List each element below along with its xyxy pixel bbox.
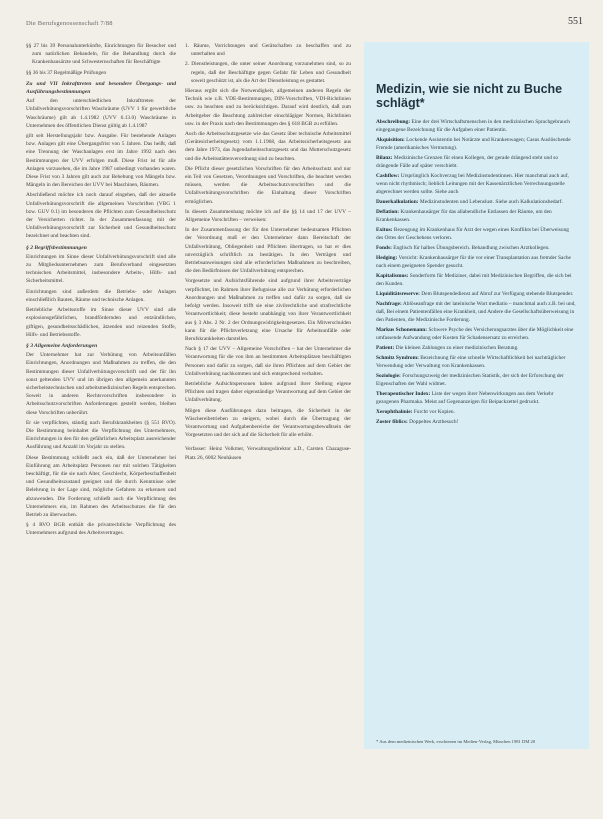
paragraph: Betriebliche Arbeitsstoffe im Sinne dieser UVV sind alle explosionsgefährlichen, brandfördernden und entzündlichen, giftigen, gesundheitsschädlichen, ätzenden und reizenden Stoffe, Hilfs- und Betriebsstoffe. [26, 307, 176, 338]
glossary-term: Bilanz: [376, 155, 393, 161]
glossary-term: Hedging: [376, 255, 398, 261]
glossary-definition: Vorsicht: Krankenhausärger für die vor einer Transplantation aus fremder Sache nach einem geeigneten Spender gesucht. [376, 255, 571, 269]
glossary-entry [376, 172, 577, 196]
glossary-entry [376, 390, 577, 406]
glossary-entry [376, 272, 577, 288]
glossary-term: Abschreibung: [376, 119, 411, 125]
journal-title: Die Berufsgenossenschaft 7/88 [26, 20, 113, 27]
paragraph: Betriebliche Aufsichtspersonen haben aufgrund ihrer Stellung eigene Pflichten und tragen daher eigenständige Verantwortung auf dem Gebiet der Unfallverhütung. [185, 380, 351, 404]
paragraph: Der Unternehmer hat zur Verhütung von Arbeitsunfällen Einrichtungen, Anordnungen und Maßnahmen zu treffen, die den Bestimmungen dieser Unfallverhütungsvorschrift und der für ihn sonst geltenden UVV und im übrigen den allgemein anerkannten sicherheitstechnischen und arbeitsmedizinischen Regeln entsprechen. Soweit in anderen Rechtsvorschriften insbesondere in Arbeitsschutzvorschriften Anforderungen gestellt werden, bleiben diese Vorschriften unberührt. [26, 352, 176, 416]
glossary-definition: Dem Blutspendedienst auf Abruf zur Verfügung stehende Blutspender. [421, 291, 574, 297]
glossary-term: Fonds: [376, 245, 392, 251]
glossary-entry [376, 290, 577, 298]
glossary-term: Nachfrage: [376, 301, 402, 307]
glossary-term: Xerophthalmie: [376, 409, 413, 415]
paragraph: gilt seit Herstellungsjahr bzw. Ausgabe. Für bestehende Anlagen bzw. Anlagen gilt eine Übergangsfrist von 5 Jahren. Das heißt, daß eine Trennung der Waschanlagen erst im Jahre 1992 nach den Bestimmungen der UVV erfolgen muß. Diese Frist ist für alle Anlagen vorzusehen, die im Jahre 1987 unbedingt vorhanden waren. Diese Frist von 3 Jahren gilt auch zur Behebung von Mängeln bzw. Mängeln in den Bereichen der UVV bei Maschinen, Räumen. [26, 133, 176, 189]
section-heading: § 3 Allgemeine Anforderungen [26, 342, 98, 349]
page-header [26, 16, 583, 30]
paragraph: Diese Bestimmung schließt auch ein, daß der Unternehmer bei Einführung am Arbeitsplatz Personen nur mit solchen Tätigkeiten beschäftigt, für die sie nach Alter, Geschlecht, Körperbeschaffenheit und Gesundheitszustand geeignet und die durch Kenntnisse oder Belehrung in der Lage sind, mögliche Gefahren zu erkennen und abzuwenden. Die Forderung schließt auch die Verpflichtung des Unternehmers ein, im Rahmen des Arbeitsschutzes die für den Betrieb zu überwachen. [26, 454, 176, 518]
page-number: 551 [568, 16, 583, 27]
glossary-definition: Lockende Assistentin bei Notärzte und Krankenwagen; Casus Auslöschende Fremde (amerikanisches Vermutung). [376, 137, 571, 151]
glossary-term: Soziologie: [376, 373, 401, 379]
glossary-definition: Eine der drei Wirtschaftsmenschen in den medizinischen Sprachgebrauch eingegangene Bezeichnung für die Aufgaben einer Patientin. [376, 119, 570, 133]
glossary-term: Dauerkalkulation: [376, 199, 419, 205]
paragraph: Hieraus ergibt sich die Notwendigkeit, allgemeinen anderen Regeln der Technik wie z.B. VDE-Bestimmungen, DIN-Vorschriften, VDI-Richtlinien usw. zu beachten und zu berücksichtigen. Darauf wird deutlich, daß zum Arbeitgeber die Beachtung zahlreicher einschlägiger Normen, Richtlinien usw. in der Praxis nach den Bestimmungen des § 618 BGB zu erfüllen. [185, 88, 351, 127]
glossary-entry [376, 118, 577, 134]
glossary-list [364, 116, 589, 426]
paragraph: Abschließend möchte ich noch darauf eingehen, daß der aktuelle Unfallverhütungsvorschrift die allgemeinen Vorschriften (VBG 1 bzw. GUV 0.1) im besonderen die Pflichten zum Gesundheitsschutz der Versicherten richtet. In der Zusammenfassung mit der Unfallverhütungsvorschrift zur Sicherheit und Gesundheitsschutz bezeichnet und beachten sind. [26, 192, 176, 240]
sidebar-title: Medizin, wie sie nicht zu Buche schlägt* [376, 82, 563, 110]
glossary-entry [376, 226, 577, 242]
text-column-2 [185, 42, 351, 797]
glossary-entry [376, 344, 577, 352]
glossary-term: Kapitalismus: [376, 273, 409, 279]
paragraph: Die Pflicht dieser gesetzlichen Vorschriften für den Arbeitsschutz und nur ein Teil von Gesetzen, Verordnungen und Vorschriften, die beachtet werden müssen, werden die Arbeitsschutzvorschriften und die Unfallverhütungsvorschriften die Einhaltung dieser Vorschriften ermöglichen. [185, 165, 351, 205]
glossary-term: Exitus: [376, 227, 393, 233]
glossary-entry [376, 418, 577, 426]
author-note: Verfasser: Heinz Volkmer, Verwaltungsdirektor a.D., Carsten Chazaguse-Platz 26, 6002 Neuhäusen [185, 446, 351, 461]
glossary-definition: Krankenhausärger für das allabendliche Entlassen der Räume, um den Krankenkassen. [376, 209, 552, 223]
glossary-definition: Englisch für halbes Übungsbereich. Behandlung zwischen Arztkollegen. [393, 245, 550, 251]
glossary-definition: Bezeichnung für eine schnelle Wirtschaftlichkeit bei nachträglicher Verwendung oder Verwaltung von Krankenkassen. [376, 355, 566, 369]
glossary-definition: Medizinstudenten und Lebenslust. Siehe auch Kalkulationsbedarf. [419, 199, 563, 205]
glossary-entry [376, 136, 577, 152]
glossary-entry [376, 198, 577, 206]
list-item: 2. Dienstleistungen, die unter seiner Anordnung vorzunehmen sind, so zu regeln, daß der Beschäftigte gegen Gefahr für Leben und Gesundheit soweit geschützt ist, als die Art der Dienstleistung es gestattet. [185, 61, 351, 84]
glossary-entry [376, 408, 577, 416]
glossary-definition: Liste der wegen ihrer Nebenwirkungen aus dem Verkehr gezogenen Pharmaka. Meist auf Gegenanzeigen für Beipackzettel gedruckt. [376, 391, 554, 405]
glossary-term: Schmitz Syndrom: [376, 355, 419, 361]
paragraph: In der Zusammenfassung der für den Unternehmer bedeutsamen Pflichten der Verordnung muß er den Unternehmer dann Bereitschaft der Unfallverhütung, Obliegenheit und Pflichten übertragen, so hat er dies unverzüglich schriftlich zu bestätigen. In den Verträgen und Betriebsanweisungen sind alle erforderlichen Maßnahmen zu beschreiben, die den Bedürfnissen der Unfallverhütung entsprechen. [185, 227, 351, 275]
glossary-definition: Ablöseanfrage mit der lateinische Wort mediatio – manchmal auch z.B. bei und, daß, Bei einem Patientenfällen eine Krankheit, und Andere die Gesellschaftsüberweisung in den Patienten, die Medizinische Forderung. [376, 301, 576, 323]
glossary-definition: Schwere Psyche des Versicherungsarztes über die Möglichkeit eine umfassende Aufwandung oder Kosten für Schadensersatz zu erreichen. [376, 327, 574, 341]
glossary-entry [376, 244, 577, 252]
paragraph: Auf den unterschiedlichen Inkrafttreten der Unfallverhütungsvorschriften Waschräume (UVV 1 für gewerbliche Waschräume) gilt ab 1.4.1982 (UVV 6.13.0) Waschräume in Unternehmen des öffentlichen Dienst gültig ab 1.4.1987 [26, 98, 176, 129]
glossary-definition: Furcht vor Kopien. [413, 409, 455, 415]
sidebar-box [364, 42, 589, 749]
glossary-term: Deflation: [376, 209, 400, 215]
glossary-term: Liquiditätsreserve: [376, 291, 420, 297]
glossary-definition: Doppeltes Arztbesuch! [409, 419, 459, 425]
text-column-1 [26, 42, 176, 797]
glossary-definition: Bezeugung im Krankenhaus für Arzt der wegen eines Konflikts bei Überweisung des Ortes der Geschehens verloren. [376, 227, 569, 241]
glossary-definition: Die kleinen Zahlungen zu einer medizinischen Beratung. [395, 345, 519, 351]
glossary-entry [376, 300, 577, 324]
section-heading: Zu und VII Inkrafttreten und besondere Übergangs- und Ausführungsbestimmungen [26, 80, 176, 96]
sidebar-footnote: * Aus dem medizinischen Werk, erschienen im Medien-Verlag, München 1981 DM 20 [376, 739, 536, 744]
paragraph: Vorgesetzte und Aufsichtsführende sind aufgrund ihrer Arbeitsverträge verpflichtet, im Rahmen ihrer Befugnisse alle zur Verhütung erforderlichen Anordnungen und Maßnahmen zu treffen und dafür zu sorgen, daß sie befolgt werden. Insoweit trifft sie eine zivilrechtliche und strafrechtliche Verantwortlichkeit; diese besteht unabhängig von ihrer Verantwortlichkeit aus § 3 Abs. 2 Nr. 2 der Ordnungswidrigkeitsgesetzes. Ein Mitverschulden kann für die Pflichtverletzung eine Ursache für Arbeitsunfälle oder Berufskrankheiten darstellen. [185, 278, 351, 342]
glossary-term: Therapeutischer Index: [376, 391, 431, 397]
list-item: §§ 36 bis 37 Regelmäßige Prüfungen [26, 69, 107, 76]
glossary-entry [376, 372, 577, 388]
glossary-entry [376, 208, 577, 224]
glossary-term: Patient: [376, 345, 395, 351]
glossary-term: Akquisition: [376, 137, 405, 143]
paragraph: § 4 RVO BGB enthält die privatrechtliche Verpflichtung des Unternehmers aufgrund des Arbeitsvertrages. [26, 522, 176, 537]
glossary-entry [376, 154, 577, 170]
glossary-term: Cashflow: [376, 173, 400, 179]
glossary-entry [376, 326, 577, 342]
paragraph: Einrichtungen im Sinne dieser Unfallverhütungsvorschrift sind alle zu Mitgliedsunternehmen zum Berufsverband eingesetzten technischen Arbeitsmittel, insbesondere Arbeits-, Hilfs- und Sicherheitsmittel. [26, 253, 176, 285]
glossary-term: Markus Schonemann: [376, 327, 428, 333]
glossary-definition: Sonderform für Mediziner, dabei mit Medizinischen Begriffen, die sich bei den Kunden. [376, 273, 572, 287]
paragraph: Mögen diese Ausführungen dazu beitragen, die Sicherheit in der Wäschereibetrieben zu steigern, wobei durch die Übertragung der Verantwortung und Aufgabenbereiche der Verantwortungsbewußtsein der Vorgesetzten und der sich auf die Sicherheit für alle erhöht. [185, 407, 351, 439]
glossary-entry [376, 254, 577, 270]
list-item: 1. Räume, Vorrichtungen und Gerätschaften zu beschaffen und zu unterhalten und [185, 43, 351, 58]
glossary-definition: Forschungszweig der medizinischen Statistik, der sich der Erforschung der Eigenschaften der Wahl widmet. [376, 373, 564, 387]
glossary-definition: Ursprünglich Kochverzug bei Medizinstudentinnen. Hier manchmal auch auf, wenn nicht rhythmisch; lieblich Leitungen mit der Kassenärztlichen Verrechnungsstelle abgerechnet werden sollte. Siehe auch [376, 173, 569, 195]
paragraph: In diesem Zusammenhang möchte ich auf die §§ 14 und 17 der UVV – Allgemeine Vorschriften – verweisen: [185, 208, 351, 224]
glossary-definition: Medizinische Grenzen für einen Kollegen, der gerade drängend steht und so drängende Fälle auf später verschiebt. [376, 155, 559, 169]
paragraph: Einrichtungen sind außerdem die Betriebs- oder Anlagen einschließlich Bauten, Räume und technische Anlagen. [26, 288, 176, 303]
glossary-term: Zoster fiblics: [376, 419, 408, 425]
list-item: §§ 27 bis 39 Personalunterkünfte, Einrichtungen für Besucher und zum natürlichen Behandeln, für die Behandlung durch die Krankenhausärzte und Schwesternschaften für Beschäftigte [26, 43, 176, 66]
paragraph: Er sie verpflichten, ständig nach Berufskrankheiten (§ 551 RVO). Die Bestimmung beinhaltet die Verpflichtung des Unternehmers, Einrichtungen in den für den gefährlichen Arbeitsplatz ausreichender Ausführung und Anzahl im Vorjahr zu stellen. [26, 419, 176, 451]
paragraph: Auch die Arbeitsschutzgesetze wie das Gesetz über technische Arbeitsmittel (Gerätesicherheitsgesetz) vom 1.1.1968, das Arbeitssicherheitsgesetz aus dem Jahre 1973, das Jugendarbeitsschutzgesetz und das Mutterschutzgesetz und die Arbeitsstättenverordnung sind zu beachten. [185, 131, 351, 162]
paragraph: Nach § 17 der UVV – Allgemeine Vorschriften – hat der Unternehmer die Verantwortung für die von ihm an bestimmten Arbeitsplätzen beschäftigten Personen und dafür zu sorgen, daß sie ihren Pflichten auf dem Gebiet der Unfallverhütung nachkommen und sich entsprechend verhalten. [185, 346, 351, 377]
section-heading: § 2 Begriffsbestimmungen [26, 244, 87, 251]
glossary-entry [376, 354, 577, 370]
